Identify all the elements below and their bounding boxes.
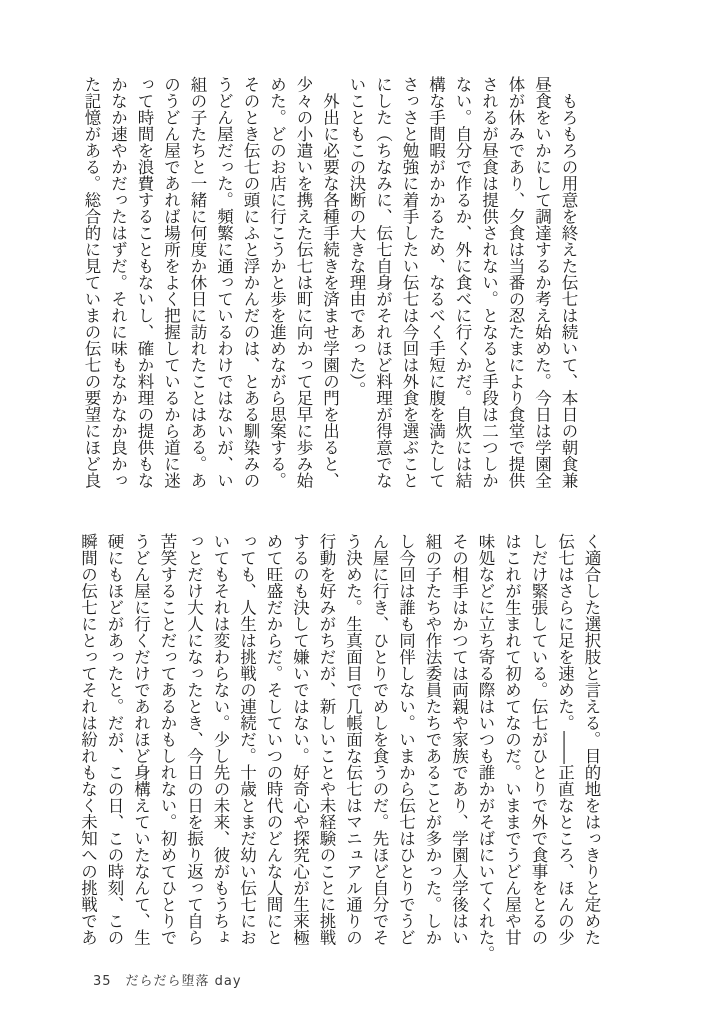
text-line: く適合した選択肢と言える。目的地をはっきりと定めた [582, 533, 601, 946]
text-line: 構な手間暇がかかるため、なるべく手短に腹を満たして [426, 76, 446, 489]
text-line: めて旺盛だからだ。そしていつの時代のどんな人間にと [264, 533, 283, 946]
text-line: しだけ緊張している。伝七がひとりで外で食事をとるの [529, 533, 548, 946]
text-line: た記憶がある。総合的に見ていまの伝七の要望にほど良 [82, 76, 101, 489]
page-number: 35 [93, 974, 112, 989]
text-line: 少々の小遣いを携えた伝七は町に向かって足早に歩み始 [294, 76, 313, 489]
text-line: っとだけ大人になったとき、今日の日を振り返って自ら [184, 533, 204, 946]
text-line: するのも決して嫌いではない。好奇心や探究心が生来極 [290, 533, 310, 946]
text-line: うどん屋だった。頻繁に通っているわけではないが、い [214, 76, 234, 489]
text-line: いこともこの決断の大きな理由であった）。 [347, 76, 366, 398]
text-line: ん屋に行き、ひとりでめしを食うのだ。先ほど自分でそ [370, 533, 389, 946]
running-title: だらだら堕落 day [125, 974, 242, 989]
text-line: はこれが生まれて初めてなのだ。いままでうどん屋や甘 [502, 533, 522, 946]
text-line: っても、人生は挑戦の連続だ。十歳とまだ幼い伝七にお [237, 533, 257, 946]
text-line: うどん屋に行くだけであれほど身構えていたなんて、生 [131, 533, 151, 946]
text-line: 瞬間の伝七にとってそれは紛れもなく未知への挑戦であ [78, 533, 98, 946]
text-line: にした（ちなみに、伝七自身がそれほど料理が得意でな [373, 76, 393, 489]
text-line: って時間を浪費することもないし、確か料理の提供もな [135, 76, 154, 489]
text-line: もろもろの用意を終えた伝七は続いて、本日の朝食兼 [559, 76, 578, 489]
text-line: ない。自分で作るか、外に食べに行くかだ。自炊には結 [453, 76, 472, 489]
text-line: う決めた。生真面目で几帳面な伝七はマニュアル通りの [343, 533, 363, 946]
text-line: し今回は誰も同伴しない。いまから伝七はひとりでうど [396, 533, 416, 946]
text-line: その相手はかつては両親や家族であり、学園入学後はい [449, 533, 469, 946]
text-line: かなか速やかだったはずだ。それに味もなかなか良かっ [108, 76, 128, 489]
text-line: 味処などに立ち寄る際はいつも誰かがそばにいてくれた。 [476, 533, 495, 962]
page-footer [93, 970, 242, 989]
text-line: 組の子たちと一緒に何度か休日に訪れたことはある。あ [188, 76, 207, 489]
text-line: さっさと勉強に着手したい伝七は今回は外食を選ぶこと [400, 76, 419, 489]
text-line: のうどん屋であれば場所をよく把握しているから道に迷 [161, 76, 181, 489]
text-line: いてもそれは変わらない。少し先の未来、彼がもうちょ [211, 533, 230, 946]
text-line: されるが昼食は提供されない。となると手段は二つしか [479, 76, 499, 489]
text-line: 苦笑することだってあるかもしれない。初めてひとりで [158, 533, 177, 946]
text-line: 伝七はさらに足を速めた。――正直なところ、ほんの少 [555, 533, 575, 946]
text-line: 外出に必要な各種手続きを済ませ学園の門を出ると、 [320, 76, 340, 489]
text-line: 行動を好みがちだが、新しいことや未経験のことに挑戦 [317, 533, 336, 946]
text-line: 昼食をいかにして調達するか考え始めた。今日は学園全 [532, 76, 552, 489]
text-line: 組の子たちや作法委員たちであることが多かった。しか [423, 533, 442, 946]
text-line: めた。どのお店に行こうかと歩を進めながら思案する。 [267, 76, 287, 489]
text-line: そのとき伝七の頭にふと浮かんだのは、とある馴染みの [241, 76, 260, 489]
vertical-text-block-bottom [74, 533, 604, 962]
vertical-text-block-top [78, 76, 582, 491]
text-line: 体が休みであり、夕食は当番の忍たまにより食堂で提供 [506, 76, 525, 489]
text-line: 硬にもほどがあったと。だが、この日、この時刻、この [105, 533, 124, 946]
